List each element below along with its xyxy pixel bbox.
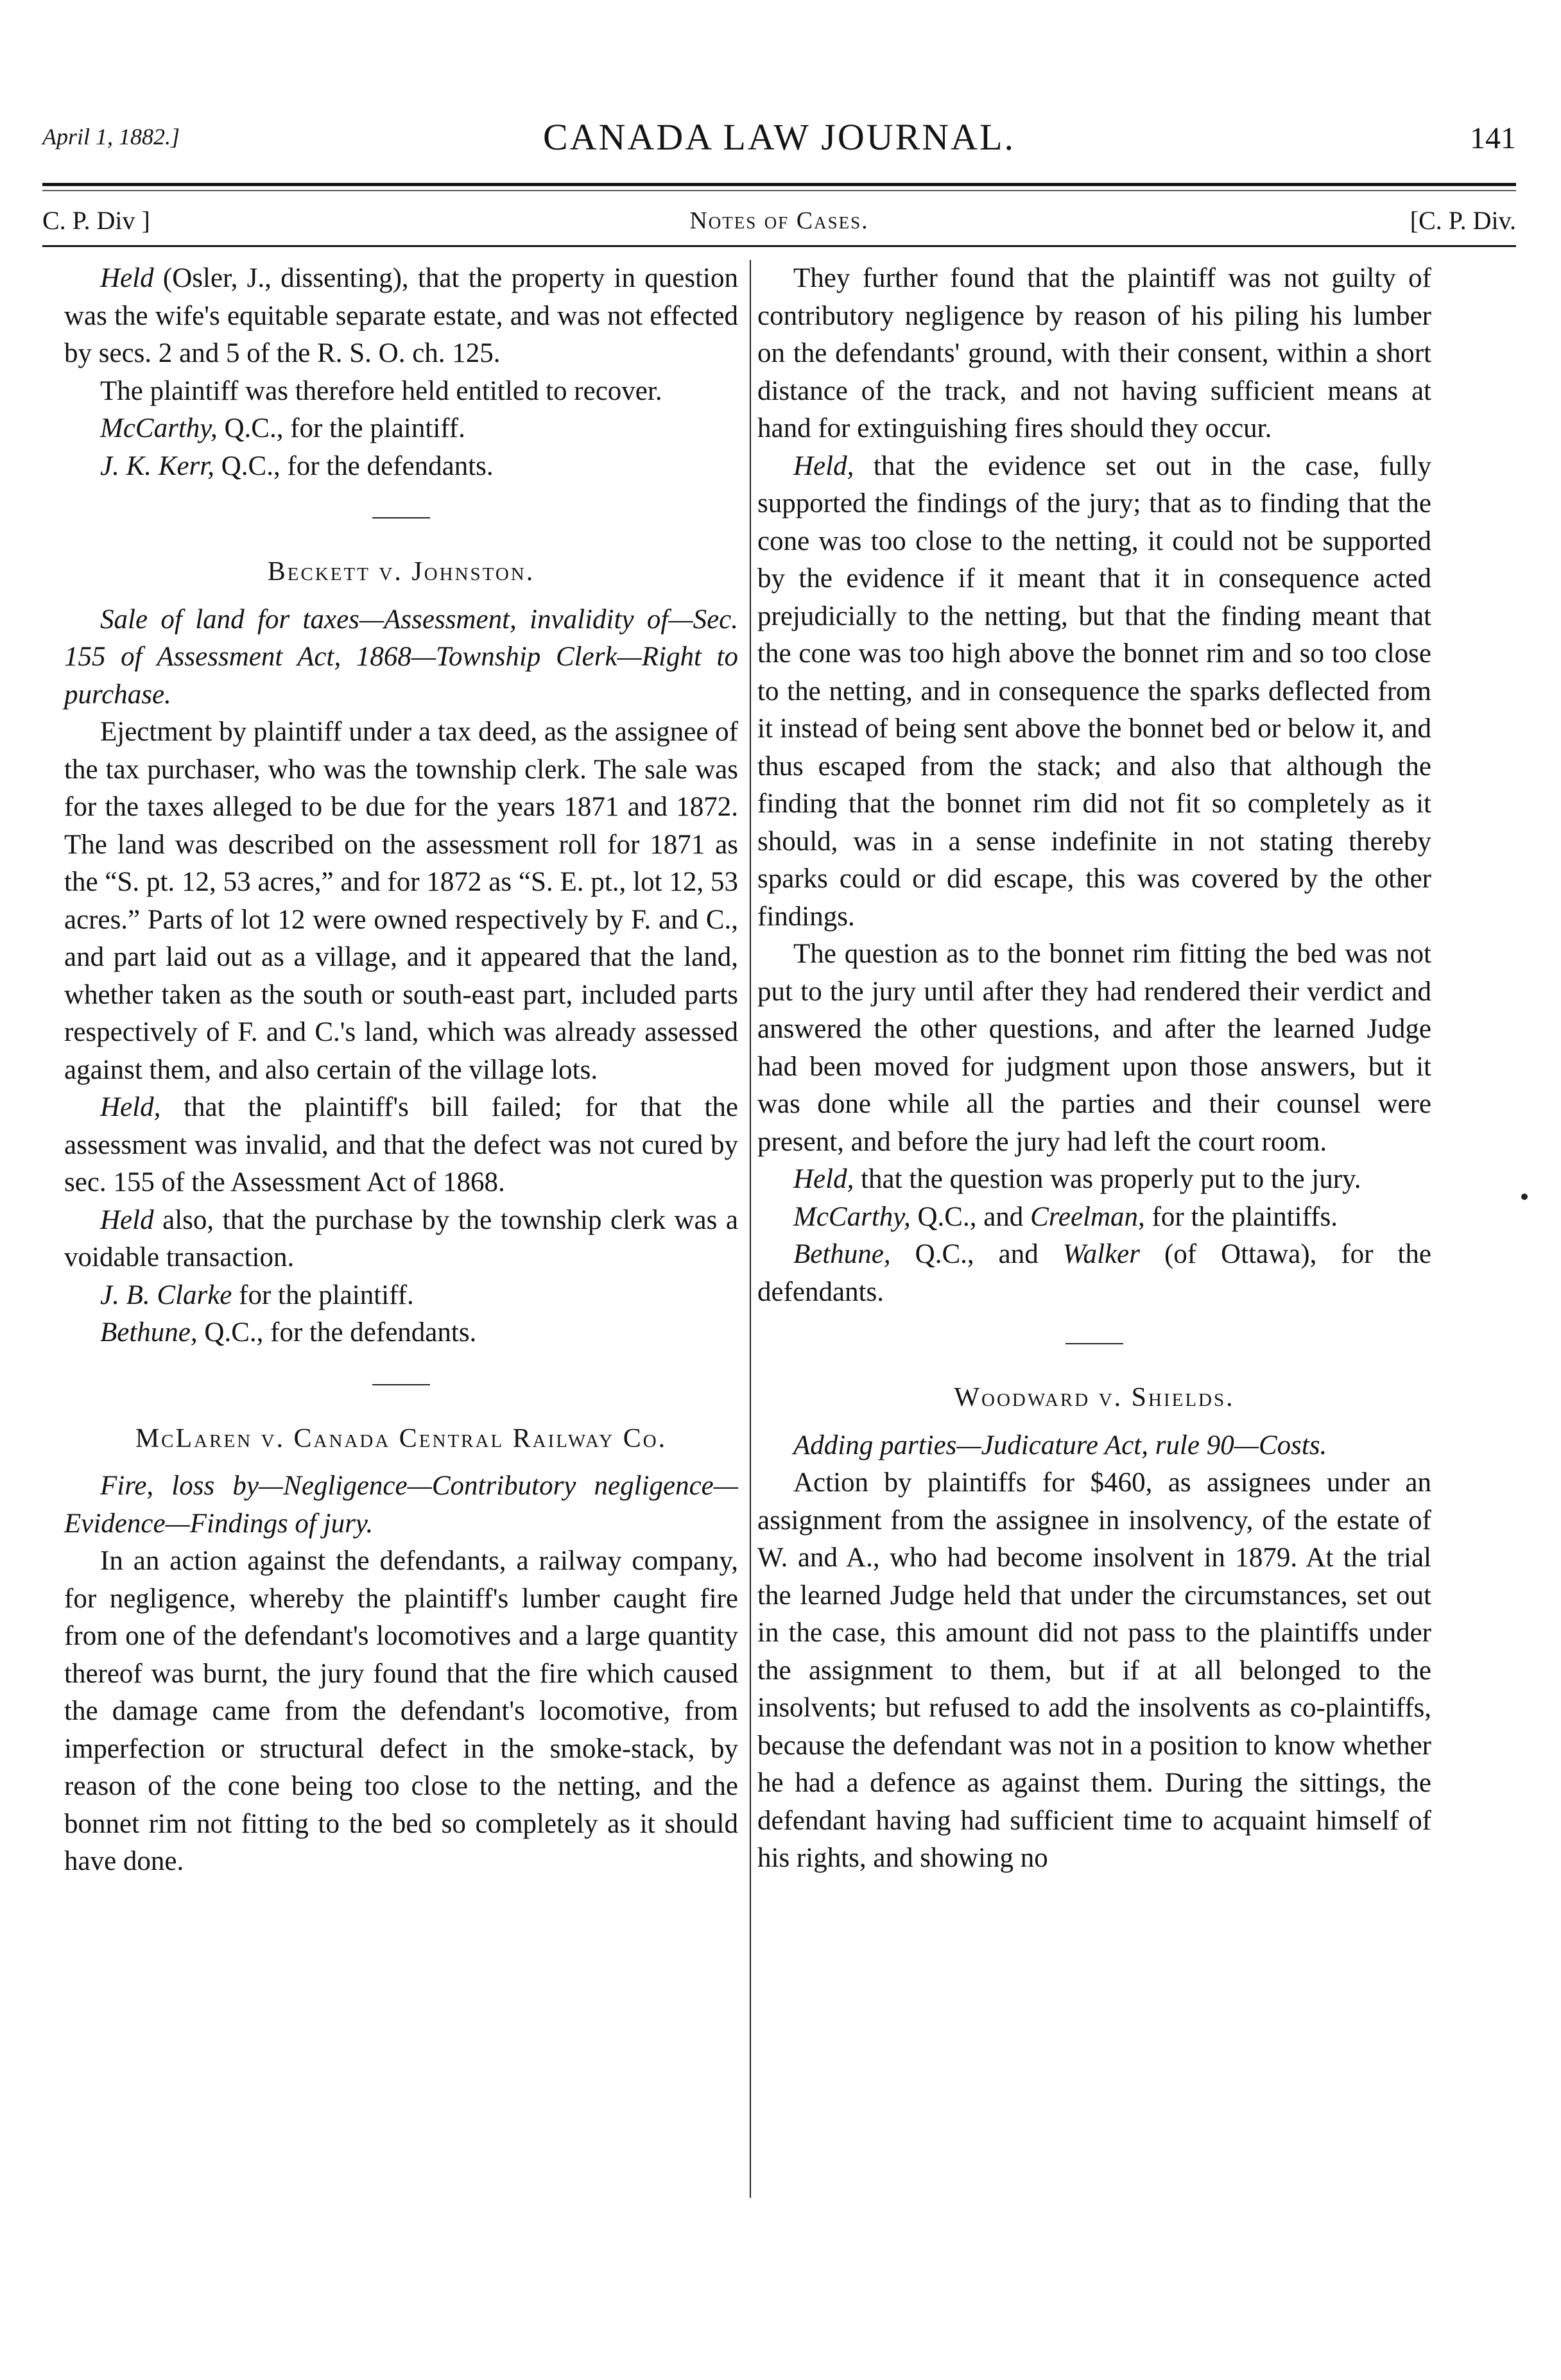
held-word: Held,	[793, 450, 854, 481]
holding-text: that the plaintiff's bill failed; for that the assessment was invalid, and that the defect was not cured by sec. 155 of the Assessment Act of 1868.	[64, 1092, 738, 1197]
holding-paragraph	[64, 260, 738, 373]
result-paragraph: The plaintiff was therefore held entitled to recover.	[100, 375, 662, 406]
counsel-joiner: Q.C., and	[890, 1239, 1063, 1269]
case-syllabus: Adding parties—Judicature Act, rule 90—Costs.	[793, 1430, 1327, 1460]
header-rule-thin	[42, 190, 1516, 191]
right-column	[757, 260, 1431, 1878]
held-word: Held,	[100, 1092, 161, 1122]
counsel-name: J. B. Clarke	[100, 1280, 232, 1310]
case-syllabus: Fire, loss by—Negligence—Contributory negligence—Evidence—Findings of jury.	[64, 1471, 738, 1539]
held-word: Held	[100, 263, 154, 293]
issue-date: April 1, 1882.]	[42, 124, 180, 150]
holding-paragraph	[757, 448, 1431, 936]
counsel-role: for the plaintiffs.	[1144, 1201, 1338, 1232]
case-separator	[1065, 1343, 1123, 1344]
running-header	[42, 116, 1516, 167]
counsel-name: Walker	[1062, 1239, 1140, 1269]
case-title-mclaren: McLaren v. Canada Central Railway Co.	[135, 1423, 668, 1453]
holding-paragraph	[757, 1161, 1431, 1199]
journal-title: CANADA LAW JOURNAL.	[542, 116, 1015, 158]
case-body: Ejectment by plaintiff under a tax deed, as the assignee of the tax purchaser, who was the township clerk. The sale was for the taxes alleged to be due for the years 1871 and 1872. The land was described on the assessment roll for 1871 as the “S. pt. 12, 53 acres,” and for 1872 as “S. E. pt., lot 12, 53 acres.” Parts of lot 12 were owned respectively by F. and C., and part laid out as a village, and it appeared that the land, whether taken as the south or south-east part, included parts respectively of F. and C.'s land, which was already assessed against them, and also certain of the village lots.	[64, 717, 738, 1085]
section-court-left: C. P. Div ]	[42, 206, 150, 235]
findings-paragraph: They further found that the plaintiff was not guilty of contributory negligence by reason of his piling his lumber on the defendants' ground, with their consent, within a short distance of the track, and not having sufficient means at hand for extinguishing fires should they occur.	[757, 263, 1431, 443]
counsel-name: Bethune,	[793, 1239, 891, 1269]
counsel-plaintiffs	[757, 1199, 1431, 1237]
holding-text: (Osler, J., dissenting), that the property in question was the wife's equitable separate estate, and was not effected by secs. 2 and 5 of the R. S. O. ch. 125.	[64, 263, 738, 368]
holding-text: that the question was properly put to the jury.	[854, 1164, 1361, 1194]
counsel-name: Creelman,	[1030, 1201, 1145, 1232]
counsel-role: Q.C., for the defendants.	[197, 1317, 477, 1348]
procedure-paragraph: The question as to the bonnet rim fitting the bed was not put to the jury until after they had rendered their verdict and answered the other questions, and after the learned Judge had been moved for judgment upon those answers, but it was done while all the parties and their counsel were present, and before the jury had left the court room.	[757, 939, 1431, 1157]
counsel-defendants	[757, 1236, 1431, 1311]
counsel-defendants	[64, 1314, 738, 1352]
holding-text: also, that the purchase by the township clerk was a voidable transaction.	[64, 1204, 738, 1272]
counsel-plaintiff	[64, 1277, 738, 1315]
counsel-name: Bethune,	[100, 1317, 198, 1348]
counsel-role: for the plaintiff.	[232, 1280, 414, 1310]
section-court-right: [C. P. Div.	[1410, 206, 1516, 235]
counsel-joiner: Q.C., and	[910, 1201, 1031, 1232]
column-divider	[750, 260, 751, 2198]
header-rule	[42, 183, 1516, 186]
case-body: Action by plaintiffs for $460, as assignees under an assignment from the assignee in insolvency, of the estate of W. and A., who had become insolvent in 1879. At the trial the learned Judge held that under the circumstances, set out in the case, this amount did not pass to the plaintiffs under the assignment to them, but if at all belonged to the insolvents; but refused to add the insolvents as co-plaintiffs, because the defendant was not in a position to know whether he had a defence as against them. During the sittings, the defendant having had sufficient time to acquaint himself of his rights, and showing no	[757, 1468, 1431, 1873]
counsel-role: (of Ottawa), for the defendants.	[757, 1239, 1431, 1307]
case-title-beckett: Beckett v. Johnston.	[267, 557, 535, 586]
case-title-woodward: Woodward v. Shields.	[954, 1383, 1235, 1412]
section-rule	[42, 245, 1516, 247]
section-title: Notes of Cases.	[689, 207, 869, 234]
counsel-role: Q.C., for the plaintiff.	[217, 413, 465, 443]
ink-speck	[1521, 1194, 1528, 1200]
holding-text: that the evidence set out in the case, fully supported the findings of the jury; that as to finding that the cone was too close to the netting, it could not be supported by the evidence if it meant that it in consequence acted prejudicially to the netting, but that the finding meant that the cone was too high above the bonnet rim and so too close to the netting, and in consequence the sparks deflected from it instead of being sent above the bonnet bed or below it, and thus escaped from the stack; and also that although the finding that the bonnet rim did not fit so completely as it should, was in a sense indefinite in not stating thereby sparks could or did escape, this was covered by the other findings.	[757, 450, 1431, 932]
holding-paragraph	[64, 1202, 738, 1277]
counsel-plaintiff	[64, 410, 738, 448]
case-separator	[372, 517, 430, 518]
case-separator	[372, 1384, 430, 1385]
held-word: Held,	[793, 1164, 854, 1194]
case-syllabus: Sale of land for taxes—Assessment, invalidity of—Sec. 155 of Assessment Act, 1868—Township Clerk—Right to purchase.	[64, 604, 738, 710]
counsel-name: McCarthy,	[100, 413, 218, 443]
page-number: 141	[1470, 121, 1516, 155]
case-body: In an action against the defendants, a railway company, for negligence, whereby the plaintiff's lumber caught fire from one of the defendant's locomotives and a large quantity thereof was burnt, the jury found that the fire which caused the damage came from the defendant's locomotive, from imperfection or structural defect in the smoke-stack, by reason of the cone being too close to the netting, and the bonnet rim not fitting to the bed so completely as it should have done.	[64, 1546, 738, 1876]
holding-paragraph	[64, 1089, 738, 1202]
held-word: Held	[100, 1204, 154, 1235]
left-column	[64, 260, 738, 1881]
counsel-name: McCarthy,	[793, 1201, 911, 1232]
section-header	[42, 199, 1516, 244]
counsel-name: J. K. Kerr,	[100, 450, 214, 481]
counsel-defendants	[64, 448, 738, 486]
counsel-role: Q.C., for the defendants.	[214, 450, 494, 481]
